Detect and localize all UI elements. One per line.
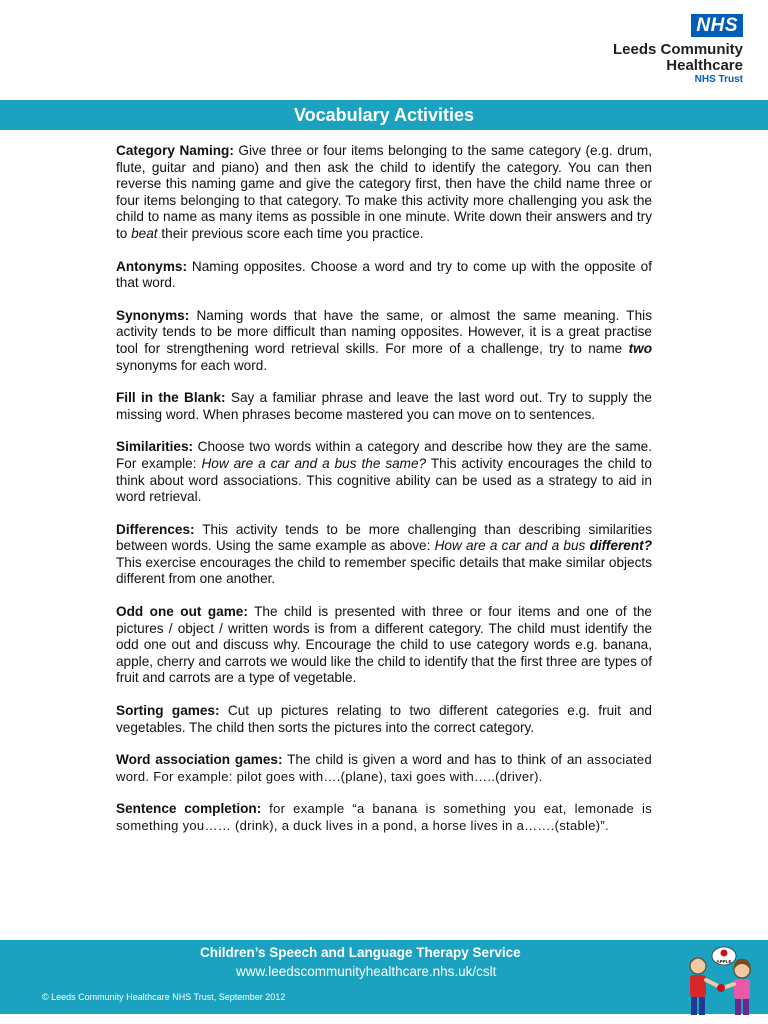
paragraph-differences bbox=[116, 522, 652, 588]
document-body bbox=[116, 143, 652, 851]
paragraph-antonyms bbox=[116, 259, 652, 292]
children-apple-illustration bbox=[676, 944, 764, 1022]
heading-sorting: Sorting games: bbox=[116, 703, 220, 719]
paragraph-odd-one-out bbox=[116, 604, 652, 687]
paragraph-word-association bbox=[116, 752, 652, 785]
text: The child is given a word and has to think of an bbox=[282, 752, 587, 768]
text: their previous score each time you practice. bbox=[157, 225, 424, 241]
heading-word-association: Word association games: bbox=[116, 752, 283, 768]
text: This activity encourages the child to think about word associations. This cognitive ability can be used as a strategy to aid in word retrieval. bbox=[116, 455, 652, 505]
heading-category-naming: Category Naming: bbox=[116, 143, 234, 158]
text: Cut up pictures relating to two different categories e.g. fruit and vegetables. The child then sorts the pictures into the correct category. bbox=[116, 703, 652, 735]
left-child-shirt bbox=[690, 975, 706, 997]
heading-antonyms: Antonyms: bbox=[116, 258, 187, 274]
heading-odd-one-out: Odd one out game: bbox=[116, 604, 248, 620]
paragraph-sentence-completion bbox=[116, 801, 652, 834]
text: This exercise encourages the child to remember specific details that make similar objects different from one another. bbox=[116, 554, 652, 587]
text: Choose two words within a category and describe how they are the same. For example: bbox=[116, 439, 652, 471]
footer-url: www.leedscommunityhealthcare.nhs.uk/cslt bbox=[236, 964, 497, 979]
paragraph-category-naming bbox=[116, 143, 652, 243]
apple-label: APPLE bbox=[716, 959, 732, 964]
text: Naming words that have the same, or almost the same meaning. This activity tends to be more difficult than naming opposites. However, it is a great practise tool for strengthening word retrieval skills. For more of a challenge, try to name bbox=[116, 307, 652, 356]
footer-service-name: Children’s Speech and Language Therapy Service bbox=[200, 945, 521, 960]
org-name-line1: Leeds Community bbox=[612, 41, 743, 58]
paragraph-similarities bbox=[116, 439, 652, 505]
nhs-badge: NHS bbox=[691, 14, 743, 37]
copyright-text: © Leeds Community Healthcare NHS Trust, September 2012 bbox=[42, 992, 286, 1002]
text: This activity tends to be more challenging than describing similarities between words. Using the same example as above: bbox=[116, 521, 652, 554]
nhs-logo bbox=[553, 14, 743, 86]
emphasis-bold: different? bbox=[589, 538, 652, 554]
paragraph-synonyms bbox=[116, 308, 652, 374]
right-child-shirt bbox=[734, 979, 750, 999]
title-bar bbox=[0, 100, 768, 130]
heading-differences: Differences: bbox=[116, 521, 195, 537]
paragraph-sorting bbox=[116, 703, 652, 736]
heading-similarities: Similarities: bbox=[116, 439, 194, 455]
text: The child is presented with three or four items and one of the pictures / object / written words is from a different category. The child must identify the odd one out and discuss why. Encourage the child to use category words e.g. banana, apple, cherry and carrots we would like the child to identify that the first three are types of fruit and carrots are a type of vegetable. bbox=[116, 604, 652, 686]
text: for example “a banana is something you eat, lemonade is something you…… (drink), a duck lives in a pond, a horse lives in a…….(stable)”. bbox=[116, 801, 652, 833]
heading-sentence-completion: Sentence completion: bbox=[116, 801, 262, 817]
apple-icon bbox=[717, 984, 725, 992]
text: Give three or four items belonging to the same category (e.g. drum, flute, guitar and piano) and then ask the child to identify the category. You can then reverse this naming game and give the category first, then have the child name three or four items belonging to that category. To make this activity more challenging you ask the child to name as many items as possible in one minute. Write down their answers and try to bbox=[116, 143, 652, 241]
org-name-line3: NHS Trust bbox=[694, 74, 743, 85]
emphasis: How are a car and a bus the same? bbox=[201, 455, 427, 471]
text: Naming opposites. Choose a word and try to come up with the opposite of that word. bbox=[116, 258, 652, 291]
text: Say a familiar phrase and leave the last word out. Try to supply the missing word. When phrases become mastered you can move on to sentences. bbox=[116, 390, 652, 422]
emphasis: How are a car and a bus bbox=[434, 538, 590, 554]
org-name-line2: Healthcare bbox=[666, 57, 743, 74]
heading-fill-blank: Fill in the Blank: bbox=[116, 390, 226, 406]
page-title: Vocabulary Activities bbox=[293, 104, 475, 125]
text: synonyms for each word. bbox=[116, 357, 268, 373]
emphasis: beat bbox=[131, 225, 158, 241]
text: associated word. For example: pilot goes with….(plane), taxi goes with…..(driver). bbox=[116, 752, 652, 784]
footer-bar bbox=[0, 940, 768, 1014]
paragraph-fill-blank bbox=[116, 390, 652, 423]
emphasis: two bbox=[628, 340, 652, 356]
heading-synonyms: Synonyms: bbox=[116, 307, 190, 323]
